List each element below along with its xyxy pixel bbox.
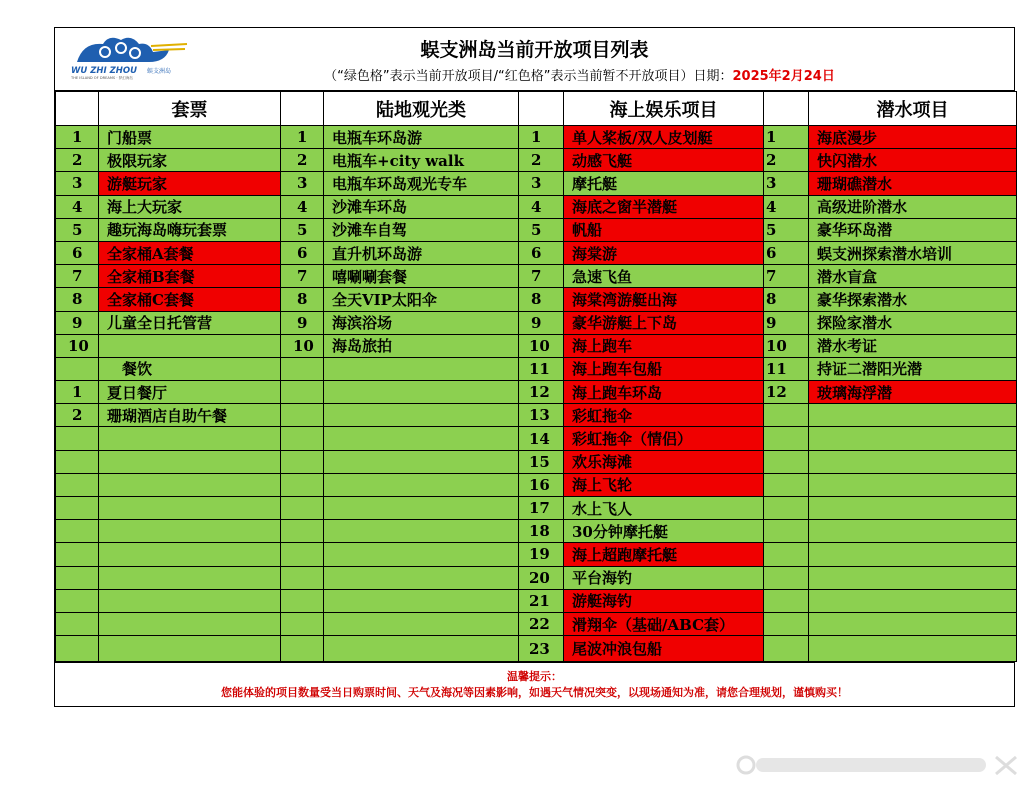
project-table-body [56,92,1017,662]
packages-item-number: 10 [56,334,99,357]
table-row [56,334,1017,357]
tips-box [55,662,1014,706]
sea-item-name: 单人桨板/双人皮划艇 [564,126,764,149]
table-row [56,265,1017,288]
packages-item-name [99,612,281,635]
packages-item-number: 8 [56,288,99,311]
land-item-number: 7 [281,265,324,288]
table-row [56,520,1017,543]
diving-item-number [764,636,809,662]
land-item-number: 8 [281,288,324,311]
land-item-name [324,427,519,450]
land-item-number [281,497,324,520]
sea-item-name: 海上超跑摩托艇 [564,543,764,566]
table-row [56,497,1017,520]
diving-item-number [764,612,809,635]
diving-item-number [764,450,809,473]
sea-item-name: 30分钟摩托艇 [564,520,764,543]
sea-item-number: 5 [519,218,564,241]
table-row [56,612,1017,635]
packages-item-number: 2 [56,404,99,427]
land-item-number: 1 [281,126,324,149]
packages-item-number [56,427,99,450]
sea-item-number: 22 [519,612,564,635]
land-item-number: 6 [281,241,324,264]
packages-item-number [56,473,99,496]
legend-subtitle [145,65,1014,84]
page-title: 蜈支洲岛当前开放项目列表 [420,39,649,61]
sea-item-number: 21 [519,589,564,612]
packages-item-number [56,636,99,662]
sea-item-number: 23 [519,636,564,662]
packages-item-name: 餐饮 [99,357,281,380]
diving-item-name: 珊瑚礁潜水 [809,172,1017,195]
land-item-name [324,636,519,662]
packages-item-name [99,427,281,450]
packages-item-number [56,520,99,543]
diving-item-number [764,566,809,589]
packages-item-number: 7 [56,265,99,288]
diving-item-number [764,589,809,612]
land-item-name [324,520,519,543]
diving-item-name [809,589,1017,612]
diving-item-number [764,520,809,543]
land-item-number: 10 [281,334,324,357]
land-item-name: 海岛旅拍 [324,334,519,357]
logo-tag: THE ISLAND OF DREAMS · 梦幻海岛 [71,76,134,80]
land-item-name [324,473,519,496]
sea-item-name: 急速飞鱼 [564,265,764,288]
diving-item-number [764,543,809,566]
packages-item-number [56,566,99,589]
diving-item-number: 6 [764,241,809,264]
diving-item-number: 10 [764,334,809,357]
sea-item-number: 8 [519,288,564,311]
diving-item-name [809,520,1017,543]
sea-item-name: 海上跑车包船 [564,357,764,380]
land-item-name [324,589,519,612]
diving-item-number: 2 [764,149,809,172]
table-row [56,589,1017,612]
header-blank [56,92,99,126]
land-item-number [281,636,324,662]
packages-item-name [99,589,281,612]
land-item-name: 海滨浴场 [324,311,519,334]
land-item-name [324,450,519,473]
sea-item-number: 4 [519,195,564,218]
packages-item-number [56,450,99,473]
packages-item-name: 珊瑚酒店自助午餐 [99,404,281,427]
sea-item-number: 13 [519,404,564,427]
table-row [56,195,1017,218]
table-header-row [56,92,1017,126]
sea-item-name: 平台海钓 [564,566,764,589]
land-item-name [324,566,519,589]
packages-item-number [56,543,99,566]
packages-item-number [56,357,99,380]
header-diving: 潜水项目 [809,92,1017,126]
land-item-number [281,381,324,404]
date-value: 2025年2月24日 [732,69,835,84]
land-item-number: 2 [281,149,324,172]
diving-item-name [809,404,1017,427]
sea-item-number: 6 [519,241,564,264]
sea-item-number: 16 [519,473,564,496]
land-item-name: 电瓶车环岛游 [324,126,519,149]
sea-item-number: 1 [519,126,564,149]
sea-item-name: 摩托艇 [564,172,764,195]
land-item-name: 沙滩车环岛 [324,195,519,218]
sea-item-name: 水上飞人 [564,497,764,520]
header-sea: 海上娱乐项目 [564,92,764,126]
land-item-number [281,427,324,450]
diving-item-name [809,450,1017,473]
sea-item-number: 9 [519,311,564,334]
land-item-number: 9 [281,311,324,334]
diving-item-number: 3 [764,172,809,195]
sea-item-name: 滑翔伞（基础/ABC套） [564,612,764,635]
sea-item-name: 游艇海钓 [564,589,764,612]
sea-item-number: 17 [519,497,564,520]
packages-item-name: 夏日餐厅 [99,381,281,404]
sea-item-number: 15 [519,450,564,473]
sea-item-name: 海上跑车 [564,334,764,357]
sea-item-number: 12 [519,381,564,404]
header-blank [519,92,564,126]
land-item-number [281,566,324,589]
sea-item-name: 海底之窗半潜艇 [564,195,764,218]
diving-item-name [809,497,1017,520]
sea-item-name: 尾波冲浪包船 [564,636,764,662]
project-table [55,91,1017,662]
packages-item-name: 趣玩海岛嗨玩套票 [99,218,281,241]
land-item-name: 电瓶车环岛观光专车 [324,172,519,195]
diving-item-number: 4 [764,195,809,218]
table-row [56,126,1017,149]
packages-item-number [56,497,99,520]
land-item-name [324,612,519,635]
logo-text: WU ZHI ZHOU [71,66,138,76]
packages-item-name [99,520,281,543]
header-blank [281,92,324,126]
packages-item-number: 1 [56,381,99,404]
land-item-name [324,381,519,404]
land-item-name: 直升机环岛游 [324,241,519,264]
sea-item-name: 海棠游 [564,241,764,264]
sea-item-number: 18 [519,520,564,543]
land-item-number [281,589,324,612]
land-item-number: 5 [281,218,324,241]
watermark [726,752,1026,780]
header-blank [764,92,809,126]
land-item-number [281,357,324,380]
packages-item-number [56,612,99,635]
table-row [56,450,1017,473]
table-row [56,357,1017,380]
diving-item-name: 持证二潜阳光潜 [809,357,1017,380]
diving-item-name [809,566,1017,589]
packages-item-number: 2 [56,149,99,172]
diving-item-number [764,497,809,520]
table-row [56,241,1017,264]
sea-item-name: 帆船 [564,218,764,241]
packages-item-name: 门船票 [99,126,281,149]
packages-item-number: 9 [56,311,99,334]
packages-item-number: 3 [56,172,99,195]
diving-item-number: 8 [764,288,809,311]
land-item-name [324,543,519,566]
tips-title: 温馨提示： [507,670,562,684]
table-row [56,311,1017,334]
packages-item-name: 全家桶C套餐 [99,288,281,311]
land-item-number [281,543,324,566]
packages-item-name: 游艇玩家 [99,172,281,195]
sea-item-name: 海上飞轮 [564,473,764,496]
table-row [56,427,1017,450]
land-item-number: 4 [281,195,324,218]
table-row [56,636,1017,662]
sea-item-name: 欢乐海滩 [564,450,764,473]
sea-item-number: 20 [519,566,564,589]
packages-item-number: 4 [56,195,99,218]
tips-body: 您能体验的项目数量受当日购票时间、天气及海况等因素影响，如遇天气情况突变，以现场通知为准，请您合理规划，谨慎购买！ [221,686,848,700]
sea-item-number: 3 [519,172,564,195]
sea-item-name: 海棠湾游艇出海 [564,288,764,311]
packages-item-name [99,636,281,662]
diving-item-name: 高级进阶潜水 [809,195,1017,218]
table-row [56,404,1017,427]
packages-item-name [99,450,281,473]
land-item-number [281,520,324,543]
packages-item-name: 全家桶A套餐 [99,241,281,264]
packages-item-number: 1 [56,126,99,149]
diving-item-name: 豪华探索潜水 [809,288,1017,311]
header-packages: 套票 [99,92,281,126]
diving-item-name: 蜈支洲探索潜水培训 [809,241,1017,264]
land-item-name [324,497,519,520]
packages-item-name [99,473,281,496]
diving-item-name: 海底漫步 [809,126,1017,149]
table-row [56,473,1017,496]
packages-item-number: 5 [56,218,99,241]
diving-item-name [809,636,1017,662]
diving-item-name: 快闪潜水 [809,149,1017,172]
table-row [56,149,1017,172]
diving-item-number [764,427,809,450]
header-land: 陆地观光类 [324,92,519,126]
sea-item-number: 7 [519,265,564,288]
project-list-sheet [54,27,1015,707]
packages-item-name [99,543,281,566]
land-item-number [281,450,324,473]
sea-item-number: 14 [519,427,564,450]
legend-text: （“绿色格”表示当前开放项目/“红色格”表示当前暂不开放项目）日期： [324,69,733,84]
packages-item-name: 全家桶B套餐 [99,265,281,288]
diving-item-name [809,427,1017,450]
land-item-name: 全天VIP太阳伞 [324,288,519,311]
sea-item-number: 19 [519,543,564,566]
packages-item-name: 极限玩家 [99,149,281,172]
packages-item-name: 海上大玩家 [99,195,281,218]
sheet-header [55,28,1014,91]
diving-item-number [764,404,809,427]
land-item-number: 3 [281,172,324,195]
sea-item-name: 海上跑车环岛 [564,381,764,404]
diving-item-number: 1 [764,126,809,149]
diving-item-name [809,612,1017,635]
sea-item-number: 2 [519,149,564,172]
land-item-name: 电瓶车+city walk [324,149,519,172]
table-row [56,566,1017,589]
sea-item-number: 11 [519,357,564,380]
diving-item-name: 潜水盲盒 [809,265,1017,288]
diving-item-number: 12 [764,381,809,404]
land-item-name: 沙滩车自驾 [324,218,519,241]
sea-item-name: 彩虹拖伞 [564,404,764,427]
diving-item-number [764,473,809,496]
diving-item-number: 9 [764,311,809,334]
packages-item-name: 儿童全日托管营 [99,311,281,334]
diving-item-number: 7 [764,265,809,288]
packages-item-name [99,334,281,357]
land-item-number [281,473,324,496]
land-item-number [281,612,324,635]
logo-cn: 蜈支洲岛 [147,68,172,75]
table-row [56,218,1017,241]
diving-item-name [809,543,1017,566]
sea-item-name: 豪华游艇上下岛 [564,311,764,334]
packages-item-name [99,566,281,589]
sea-item-name: 动感飞艇 [564,149,764,172]
packages-item-number [56,589,99,612]
table-row [56,543,1017,566]
packages-item-number: 6 [56,241,99,264]
land-item-name: 嘻唰唰套餐 [324,265,519,288]
table-row [56,172,1017,195]
sea-item-number: 10 [519,334,564,357]
diving-item-name: 探险家潜水 [809,311,1017,334]
land-item-name [324,357,519,380]
diving-item-name: 豪华环岛潜 [809,218,1017,241]
packages-item-name [99,497,281,520]
diving-item-number: 5 [764,218,809,241]
diving-item-name: 玻璃海浮潜 [809,381,1017,404]
diving-item-number: 11 [764,357,809,380]
table-row [56,288,1017,311]
table-row [56,381,1017,404]
land-item-name [324,404,519,427]
land-item-number [281,404,324,427]
sea-item-name: 彩虹拖伞（情侣） [564,427,764,450]
diving-item-name: 潜水考证 [809,334,1017,357]
diving-item-name [809,473,1017,496]
